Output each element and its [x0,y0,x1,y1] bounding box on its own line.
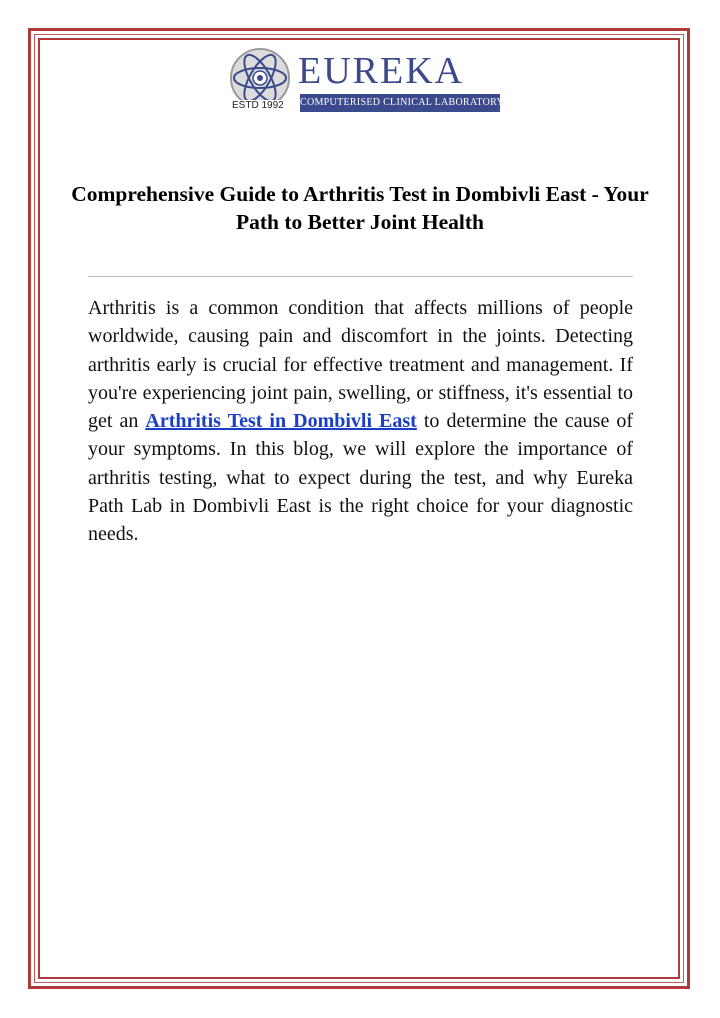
logo-subtitle: COMPUTERISED CLINICAL LABORATORY [300,94,500,112]
logo-wordmark: EUREKA [298,50,465,92]
arthritis-test-link[interactable]: Arthritis Test in Dombivli East [145,410,417,433]
article-title: Comprehensive Guide to Arthritis Test in Dombivli East - Your Path to Better Joint Health [71,182,649,234]
paragraph-text-before-link: Arthritis is a common condition that affects millions of people worldwide, causing pain and discomfort in the joints. Detecting arthritis early is crucial for effective treatment and management. If you're experiencing joint pain, swelling, or stiffness, it's essential to get an [88,297,633,433]
article-paragraph [88,294,633,549]
paragraph-text-after-link: to determine the cause of your symptoms. In this blog, we will explore the importance of arthritis testing, what to expect during the test, and why Eureka Path Lab in Dombivli East is the right choice for your diagnostic needs. [88,410,634,546]
logo-estd-label: ESTD 1992 [232,100,284,111]
title-divider [88,276,633,277]
eureka-logo [226,46,506,116]
